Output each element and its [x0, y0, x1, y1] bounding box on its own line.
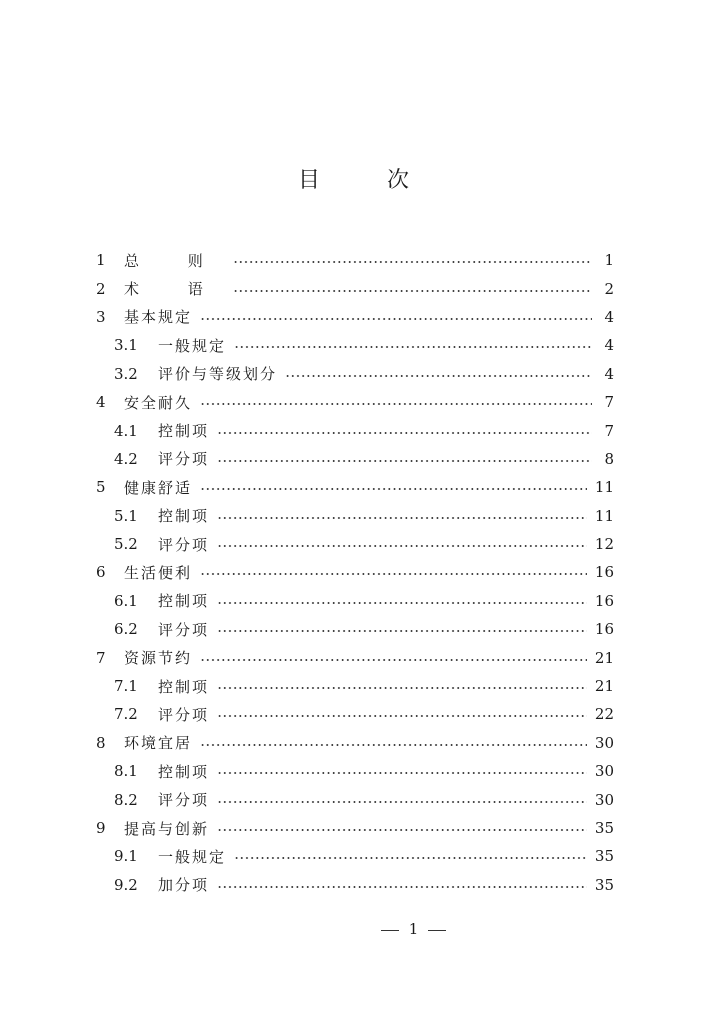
toc-entry[interactable] — [96, 331, 614, 359]
toc-entry-number: 7 — [96, 648, 106, 667]
toc-dot-leader — [217, 801, 587, 803]
page-number: 1 — [408, 920, 419, 938]
toc-dot-leader — [217, 715, 587, 717]
toc-entry-number: 6 — [96, 563, 106, 582]
toc-entry-number: 4.2 — [114, 449, 138, 468]
toc-entry-page: 30 — [594, 762, 614, 781]
toc-entry-title: 评分项 — [158, 535, 210, 554]
toc-entry-number: 4.1 — [114, 421, 138, 440]
toc-entry-number: 5.2 — [114, 535, 138, 554]
toc-dot-leader — [217, 460, 592, 462]
toc-entry-title: 生活便利 — [124, 563, 193, 582]
toc-entry-number: 6.1 — [114, 591, 138, 610]
toc-entry-page: 12 — [594, 535, 614, 554]
toc-dot-leader — [233, 290, 592, 292]
toc-dot-leader — [200, 403, 592, 405]
toc-entry-title: 加分项 — [158, 876, 210, 895]
toc-entry[interactable] — [96, 360, 614, 388]
toc-entry[interactable] — [96, 303, 614, 331]
toc-dot-leader — [217, 602, 587, 604]
toc-entry-page: 4 — [604, 364, 614, 383]
toc-entry-number: 5.1 — [114, 506, 138, 525]
toc-entry[interactable] — [96, 729, 614, 757]
toc-entry-number: 6.2 — [114, 620, 138, 639]
toc-entry-number: 8.1 — [114, 762, 138, 781]
toc-entry-page: 21 — [594, 648, 614, 667]
toc-entry-page: 16 — [594, 591, 614, 610]
toc-entry-page: 35 — [594, 847, 614, 866]
toc-entry-title: 资源节约 — [124, 649, 193, 668]
toc-entry-title: 控制项 — [158, 422, 210, 441]
toc-entry-page: 30 — [594, 790, 614, 809]
toc-entry-page: 2 — [604, 279, 614, 298]
toc-entry-number: 3.1 — [114, 336, 138, 355]
toc-entry-title: 控制项 — [158, 762, 210, 781]
toc-dot-leader — [200, 488, 587, 490]
toc-entry-title: 控制项 — [158, 677, 210, 696]
toc-entry-page: 8 — [604, 449, 614, 468]
toc-entry-title: 评分项 — [158, 450, 210, 469]
toc-dot-leader — [200, 573, 587, 575]
page-title: 目 次 — [298, 168, 439, 193]
toc-dot-leader — [200, 744, 587, 746]
toc-dot-leader — [217, 517, 587, 519]
footer-dash-right — [428, 930, 446, 931]
toc-entry-number: 9.1 — [114, 847, 138, 866]
toc-entry-number: 3.2 — [114, 364, 138, 383]
toc-dot-leader — [217, 772, 587, 774]
toc-entry-number: 9 — [96, 819, 106, 837]
toc-entry[interactable] — [96, 388, 614, 416]
toc-entry-number: 7.2 — [114, 705, 138, 724]
toc-entry-page: 16 — [594, 563, 614, 582]
toc-dot-leader — [200, 659, 587, 661]
toc-entry-number: 9.2 — [114, 875, 138, 894]
toc-entry-page: 7 — [604, 421, 614, 440]
toc-entry[interactable] — [96, 615, 614, 643]
toc-entry[interactable] — [96, 246, 614, 274]
toc-entry-page: 4 — [604, 307, 614, 326]
toc-entry-page: 1 — [604, 251, 614, 270]
toc-entry-page: 11 — [594, 478, 614, 497]
toc-dot-leader — [234, 346, 592, 348]
toc-dot-leader — [217, 545, 587, 547]
toc-entry-title: 评分项 — [158, 620, 210, 639]
toc-dot-leader — [285, 375, 592, 377]
toc-entry-page: 21 — [594, 677, 614, 696]
toc-entry-title: 健康舒适 — [124, 478, 193, 497]
toc-entry-number: 1 — [96, 251, 106, 270]
toc-entry[interactable] — [96, 672, 614, 700]
toc-entry[interactable] — [96, 502, 614, 530]
toc-dot-leader — [217, 630, 587, 632]
toc-dot-leader — [217, 886, 587, 888]
toc-entry-title: 术 语 — [124, 280, 225, 299]
toc-entry-title: 评分项 — [158, 791, 210, 810]
toc-entry-number: 2 — [96, 279, 106, 298]
toc-entry-title: 评分项 — [158, 705, 210, 724]
toc-entry-page: 11 — [594, 506, 614, 525]
toc-entry-title: 总 则 — [124, 251, 225, 270]
toc-entry-title: 环境宜居 — [124, 734, 193, 753]
toc-dot-leader — [217, 829, 587, 831]
toc-entry-number: 8.2 — [114, 790, 138, 809]
toc-entry-page: 7 — [604, 393, 614, 412]
toc-entry-number: 4 — [96, 393, 106, 412]
toc-entry[interactable] — [96, 587, 614, 615]
toc-entry-title: 评价与等级划分 — [158, 365, 278, 384]
toc-entry[interactable] — [96, 473, 614, 501]
toc-entry[interactable] — [96, 785, 614, 813]
footer-dash-left — [381, 930, 399, 931]
toc-entry-page: 4 — [604, 336, 614, 355]
toc-entry-number: 8 — [96, 733, 106, 752]
toc-dot-leader — [200, 318, 592, 320]
toc-entry-title: 安全耐久 — [124, 393, 193, 412]
toc-entry-number: 3 — [96, 307, 106, 326]
toc-entry-page: 22 — [594, 705, 614, 724]
toc-entry[interactable] — [96, 814, 614, 842]
toc-entry[interactable] — [96, 274, 614, 302]
toc-entry-title: 基本规定 — [124, 308, 193, 327]
toc-entry-number: 7.1 — [114, 677, 138, 696]
toc-entry-page: 35 — [594, 819, 614, 837]
toc-dot-leader — [217, 432, 592, 434]
table-of-contents — [96, 246, 614, 899]
toc-entry-page: 35 — [594, 875, 614, 894]
toc-entry[interactable] — [96, 416, 614, 444]
toc-entry[interactable] — [96, 530, 614, 558]
toc-entry[interactable] — [96, 871, 614, 899]
page-footer — [0, 920, 707, 938]
toc-entry[interactable] — [96, 700, 614, 728]
toc-dot-leader — [217, 687, 587, 689]
toc-entry[interactable] — [96, 558, 614, 586]
toc-entry-title: 一般规定 — [158, 847, 227, 866]
toc-entry-title: 提高与创新 — [124, 819, 210, 838]
toc-dot-leader — [233, 261, 592, 263]
toc-entry-number: 5 — [96, 478, 106, 497]
toc-entry-page: 30 — [594, 733, 614, 752]
toc-dot-leader — [234, 857, 587, 859]
toc-entry-title: 控制项 — [158, 507, 210, 526]
toc-entry[interactable] — [96, 445, 614, 473]
toc-entry-page: 16 — [594, 620, 614, 639]
toc-entry[interactable] — [96, 842, 614, 870]
toc-entry-title: 一般规定 — [158, 336, 227, 355]
toc-entry-title: 控制项 — [158, 592, 210, 611]
toc-entry[interactable] — [96, 757, 614, 785]
toc-entry[interactable] — [96, 643, 614, 671]
